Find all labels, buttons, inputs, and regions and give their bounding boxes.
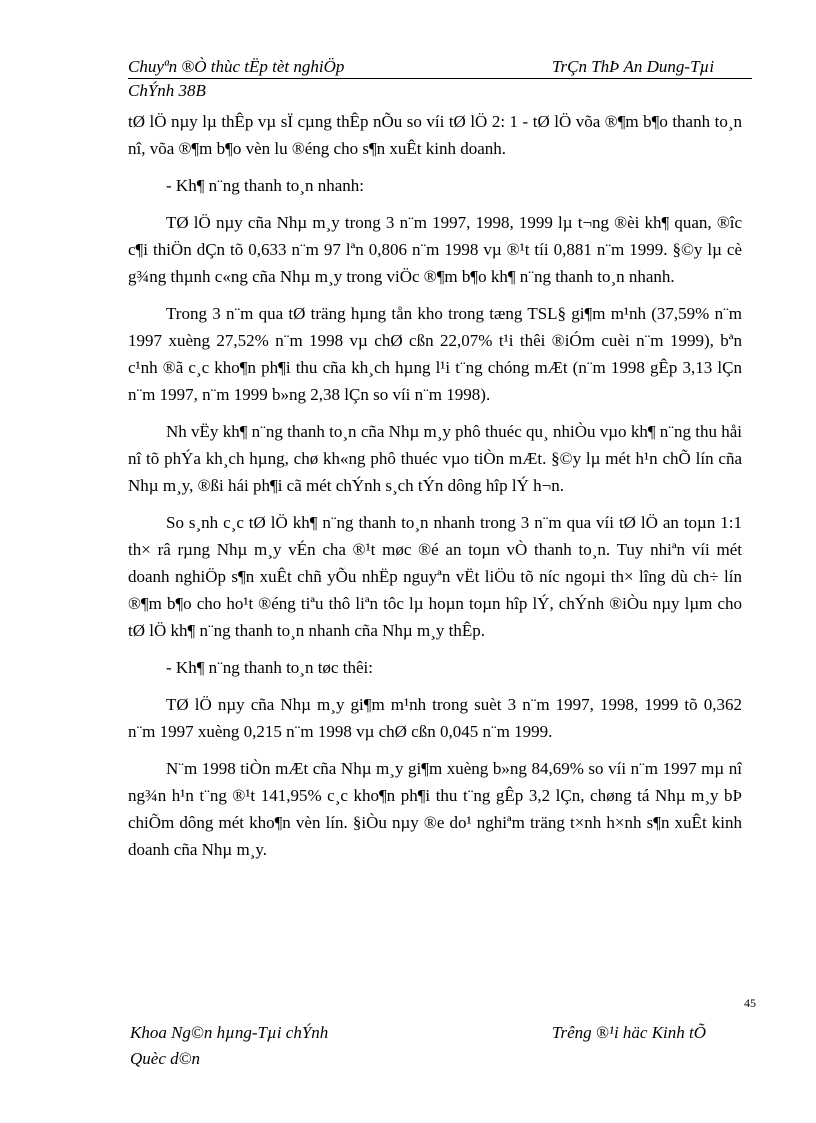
paragraph: N¨m 1998 tiÒn mÆt cña Nhµ m¸y gi¶m xuèng b»ng 84,69% so víi n¨m 1997 mµ nî ng¾n h¹n t¨ng ®¹t 141,95% c¸c kho¶n ph¶i thu t¨ng gÊp 3,2 lÇn, chøng tá Nhµ m¸y bÞ chiÕm dông mét kho¶n vèn lín. §iÒu nµy ®e do¹ nghiªm träng t×nh h×nh s¶n xuÊt kinh doanh cña Nhµ m¸y. [128, 759, 742, 859]
paragraph: tØ lÖ nµy lµ thÊp vµ sÏ cµng thÊp nÕu so víi tØ lÖ 2: 1 - tØ lÖ võa ®¶m b¶o thanh to¸n nî, võa ®¶m b¶o vèn lu ®éng cho s¶n xuÊt kinh doanh. [128, 112, 742, 158]
footer-right: Trêng ®¹i häc Kinh tÕ [552, 1023, 707, 1042]
header-title-right: TrÇn ThÞ An Dung-Tµi [552, 57, 715, 76]
paragraph: Trong 3 n¨m qua tØ träng hµng tån kho trong tæng TSL§ gi¶m m¹nh (37,59% n¨m 1997 xuèng 27,52% n¨m 1998 vµ chØ cßn 22,07% t¹i thêi ®iÓm cuèi n¨m 1999), bªn c¹nh ®ã c¸c kho¶n ph¶i thu cña kh¸ch hµng l¹i t¨ng chóng mÆt (n¨m 1998 gÊp 3,13 lÇn n¨m 1997, n¨m 1999 b»ng 2,38 lÇn so víi n¨m 1998). [128, 304, 742, 404]
paragraph: TØ lÖ nµy cña Nhµ m¸y trong 3 n¨m 1997, 1998, 1999 lµ t¬ng ®èi kh¶ quan, ®îc c¶i thiÖn dÇn tõ 0,633 n¨m 97 lªn 0,806 n¨m 1998 vµ ®¹t tíi 0,881 n¨m 1999. §©y lµ cè g¾ng thµnh c«ng cña Nhµ m¸y trong viÖc ®¶m b¶o kh¶ n¨ng thanh to¸n nhanh. [128, 213, 742, 286]
footer-left [130, 1020, 410, 1072]
header-title-left: Chuyªn ®Ò thùc tËp tèt nghiÖp [128, 57, 345, 76]
document-body [128, 108, 742, 873]
header-divider [128, 78, 752, 79]
header-title-continuation: ChÝnh 38B [128, 81, 206, 100]
page-number: 45 [744, 996, 756, 1010]
subheading-instant-liquidity: - Kh¶ n¨ng thanh to¸n tøc thêi: [166, 658, 373, 677]
paragraph: Nh vËy kh¶ n¨ng thanh to¸n cña Nhµ m¸y phô thuéc qu¸ nhiÒu vµo kh¶ n¨ng thu håi nî tõ phÝa kh¸ch hµng, chø kh«ng phô thuéc vµo tiÒn mÆt. §©y lµ mét h¹n chÕ lín cña Nhµ m¸y, ®ßi hái ph¶i cã mét chÝnh s¸ch tÝn dông hîp lÝ h¬n. [128, 422, 742, 495]
footer-left-line2: Quèc d©n [130, 1049, 201, 1068]
subheading-quick-liquidity: - Kh¶ n¨ng thanh to¸n nhanh: [166, 176, 364, 195]
paragraph: So s¸nh c¸c tØ lÖ kh¶ n¨ng thanh to¸n nhanh trong 3 n¨m qua víi tØ lÖ an toµn 1:1 th× râ rµng Nhµ m¸y vÉn cha ®¹t møc ®é an toµn vÒ thanh to¸n. Tuy nhiªn víi mét doanh nghiÖp s¶n xuÊt chñ yÕu nhËp nguyªn vËt liÖu tõ níc ngoµi th× lîng dù ch÷ lín ®¶m b¶o cho ho¹t ®éng tiªu thô liªn tôc lµ hoµn toµn hîp lÝ, chÝnh ®iÒu nµy lµm cho tØ lÖ kh¶ n¨ng thanh to¸n nhanh cña Nhµ m¸y thÊp. [128, 513, 742, 640]
footer-left-line1: Khoa Ng©n hµng-Tµi chÝnh [130, 1023, 329, 1042]
paragraph: TØ lÖ nµy cña Nhµ m¸y gi¶m m¹nh trong suèt 3 n¨m 1997, 1998, 1999 tõ 0,362 n¨m 1997 xuèng 0,215 n¨m 1998 vµ chØ cßn 0,045 n¨m 1999. [128, 695, 742, 741]
